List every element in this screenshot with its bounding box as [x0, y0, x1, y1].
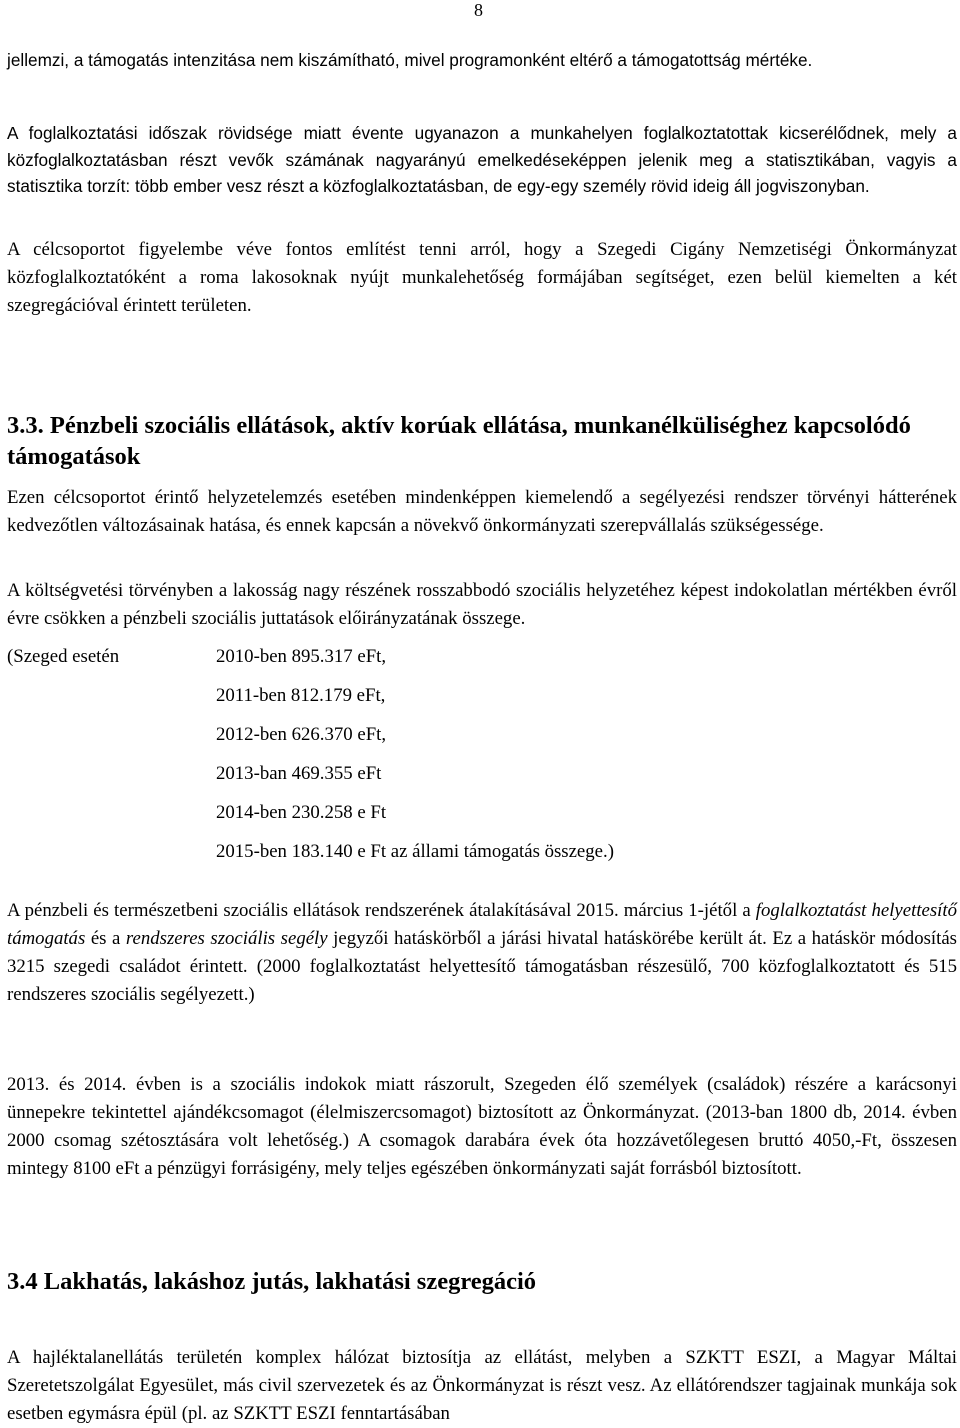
paragraph-2: A foglalkoztatási időszak rövidsége miatt évente ugyanazon a munkahelyen foglalkoztatottak kicserélődnek, mely a közfoglalkoztatásban részt vevők számának nagyarányú emelkedéseképpen jelenik meg a statisztikában, vagyis a statisztika torzít: több ember vesz részt a közfoglalkoztatásban, de egy-egy személy rövid ideig áll jogviszonyban. — [7, 123, 957, 196]
italic-term-1: foglalkoztatást helyettesítő támogatás — [7, 900, 958, 949]
paragraph-6-text-1: A pénzbeli és természetbeni szociális ellátások rendszerének átalakításával 2015. március 1-jétől a — [7, 900, 756, 921]
paragraph-6-text-3: jegyzői hatáskörből a járási hivatal hatáskörébe került át. Ez a hatáskör módosítás 3215 szegedi családot érintett. (2000 foglalkoztatást helyettesítő támogatásban részesülő, 700 közfoglalkoztatott és 515 rendszeres szociális segélyezett.) — [7, 928, 957, 1005]
paragraph-8: A hajléktalanellátás területén komplex hálózat biztosítja az ellátást, melyben a SZKTT ESZI, a Magyar Máltai Szeretetszolgálat Egyesület, más civil szervezetek és az Önkormányzat is részt vesz. Az ellátórendszer tagjainak munkája sok esetben egymásra épül (pl. az SZKTT ESZI fenntartásában — [7, 1347, 957, 1424]
list-item: 2015-ben 183.140 e Ft az állami támogatás összege.) — [216, 841, 614, 862]
italic-term-2: rendszeres szociális segély — [125, 928, 328, 949]
paragraph-6 — [7, 897, 957, 1009]
paragraph-3: A célcsoportot figyelembe véve fontos említést tenni arról, hogy a Szegedi Cigány Nemzetiségi Önkormányzat közfoglalkoztatóként a roma lakosoknak nyújt munkalehetőség formájában segítséget, ezen belül kiemelten a két szegregációval érintett területen. — [7, 239, 957, 316]
paragraph-1: jellemzi, a támogatás intenzitása nem kiszámítható, mivel programonként eltérő a támogatottság mértéke. — [7, 50, 813, 70]
list-item: 2014-ben 230.258 e Ft — [216, 802, 387, 823]
page-number: 8 — [474, 0, 483, 20]
paragraph-7: 2013. és 2014. évben is a szociális indokok miatt rászorult, Szegeden élő személyek (családok) részére a karácsonyi ünnepekre tekintettel ajándékcsomagot (élelmiszercsomagot) biztosított az Önkormányzat. (2013-ban 1800 db, 2014. évben 2000 csomag szétosztására volt lehetőség.) A csomagok darabára évek óta hozzávetőlegesen bruttó 4050,-Ft, összesen mintegy 8100 eFt a pénzügyi forrásigény, mely teljes egészében önkormányzati saját forrásból biztosított. — [7, 1074, 957, 1179]
paragraph-5: A költségvetési törvényben a lakosság nagy részének rosszabbodó szociális helyzetéhez képest indokolatlan mértékben évről évre csökken a pénzbeli szociális juttatások előirányzatának összege. — [7, 580, 957, 629]
paragraph-4: Ezen célcsoportot érintő helyzetelemzés esetében mindenképpen kiemelendő a segélyezési rendszer törvényi hátterének kedvezőtlen változásainak hatása, és ennek kapcsán a növekvő önkormányzati szerepvállalás szükségessége. — [7, 487, 957, 536]
list-label: (Szeged esetén — [7, 646, 120, 667]
section-heading-3-4: 3.4 Lakhatás, lakáshoz jutás, lakhatási szegregáció — [7, 1268, 537, 1295]
list-item: 2011-ben 812.179 eFt, — [216, 685, 386, 706]
list-item: 2013-ban 469.355 eFt — [216, 763, 382, 784]
paragraph-6-text-2: és a — [85, 928, 126, 949]
list-item: 2010-ben 895.317 eFt, — [216, 646, 387, 667]
list-item: 2012-ben 626.370 eFt, — [216, 724, 387, 745]
section-heading-3-3: 3.3. Pénzbeli szociális ellátások, aktív korúak ellátása, munkanélküliséghez kapcsolódó támogatások — [7, 412, 911, 470]
